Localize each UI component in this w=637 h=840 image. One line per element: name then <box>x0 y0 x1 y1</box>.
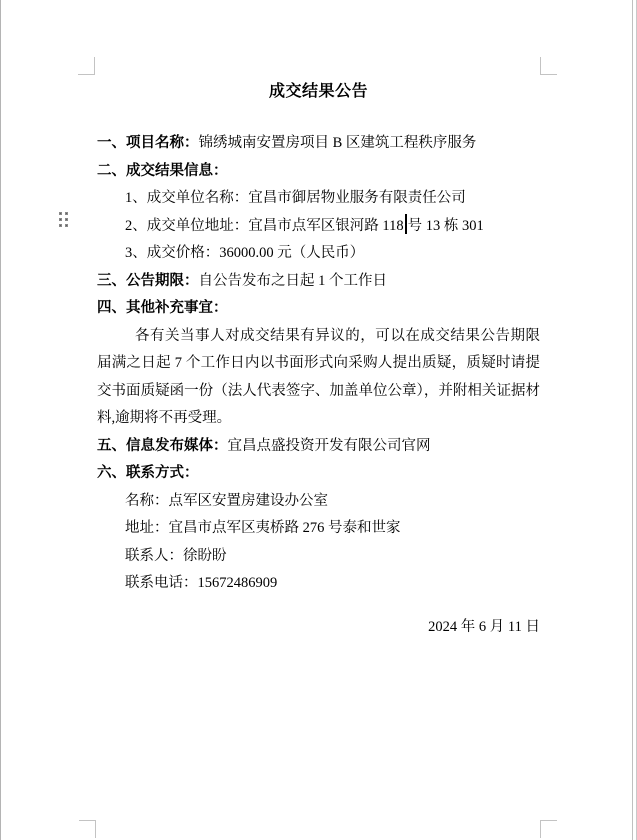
contact-address-value: 宜昌市点军区夷桥路 276 号泰和世家 <box>168 520 401 536</box>
contact-name-label: 名称： <box>125 492 169 509</box>
contact-name-line[interactable] <box>97 488 540 516</box>
section-2-label: 二、成交结果信息： <box>97 162 228 179</box>
section-6-heading[interactable] <box>97 460 540 488</box>
section-2-heading[interactable] <box>97 158 540 186</box>
winner-address-value-before-cursor: 宜昌市点军区银河路 118 <box>248 217 404 234</box>
winner-name-value: 宜昌市御居物业服务有限责任公司 <box>248 190 466 206</box>
section-1-value: 锦绣城南安置房项目 B 区建筑工程秩序服务 <box>198 135 477 151</box>
section-6-label: 六、联系方式： <box>97 465 199 481</box>
contact-address-line[interactable] <box>97 515 540 543</box>
winner-address-line[interactable] <box>97 213 540 241</box>
contact-phone-line[interactable] <box>97 570 540 598</box>
section-4-heading[interactable] <box>97 295 540 323</box>
section-5-media[interactable] <box>97 433 540 461</box>
winner-name-line[interactable] <box>97 185 540 213</box>
winner-name-label: 1、成交单位名称： <box>125 190 249 206</box>
margin-mark-bottom-right-icon <box>540 820 557 838</box>
contact-person-line[interactable] <box>97 543 540 571</box>
section-3-value: 自公告发布之日起 1 个工作日 <box>198 272 387 289</box>
winner-address-value-after-cursor: 号 13 栋 301 <box>407 217 484 234</box>
section-5-value: 宜昌点盛投资开发有限公司官网 <box>227 437 431 454</box>
contact-address-label: 地址： <box>125 520 169 536</box>
text-cursor-caret <box>405 214 407 234</box>
section-1-label: 一、项目名称： <box>97 135 199 151</box>
contact-phone-value: 15672486909 <box>197 575 278 591</box>
page-right-edge <box>632 0 633 840</box>
price-line[interactable] <box>97 240 540 268</box>
price-value: 36000.00 元（人民币） <box>219 245 365 261</box>
section-3-announcement-period[interactable] <box>97 268 540 296</box>
contact-person-label: 联系人： <box>125 547 183 564</box>
margin-mark-top-left-icon <box>78 57 95 75</box>
section-4-label: 四、其他补充事宜： <box>97 300 228 316</box>
doc-title: 成交结果公告 <box>268 83 368 100</box>
contact-name-value: 点军区安置房建设办公室 <box>168 492 328 509</box>
section-5-label: 五、信息发布媒体： <box>97 437 228 454</box>
contact-phone-label: 联系电话： <box>125 575 198 591</box>
winner-address-label: 2、成交单位地址： <box>125 217 249 234</box>
section-3-label: 三、公告期限： <box>97 272 199 289</box>
contact-person-value: 徐盼盼 <box>183 547 227 564</box>
objection-paragraph[interactable]: 各有关当事人对成交结果有异议的，可以在成交结果公告期限届满之日起 7 个工作日内以书面形式向采购人提出质疑，质疑时请提交书面质疑函一份（法人代表签字、加盖单位公章），并附相关证据材料,逾期将不再受理。 <box>97 327 540 426</box>
date-line[interactable]: 2024 年 6 月 11 日 <box>428 618 540 635</box>
section-1-project-name[interactable] <box>97 130 540 158</box>
price-label: 3、成交价格： <box>125 245 220 261</box>
paragraph-drag-handle-icon[interactable] <box>59 212 69 229</box>
page-left-edge <box>0 0 1 840</box>
margin-mark-top-right-icon <box>540 57 557 75</box>
margin-mark-bottom-left-icon <box>79 820 96 838</box>
document-text-area[interactable] <box>97 83 540 641</box>
